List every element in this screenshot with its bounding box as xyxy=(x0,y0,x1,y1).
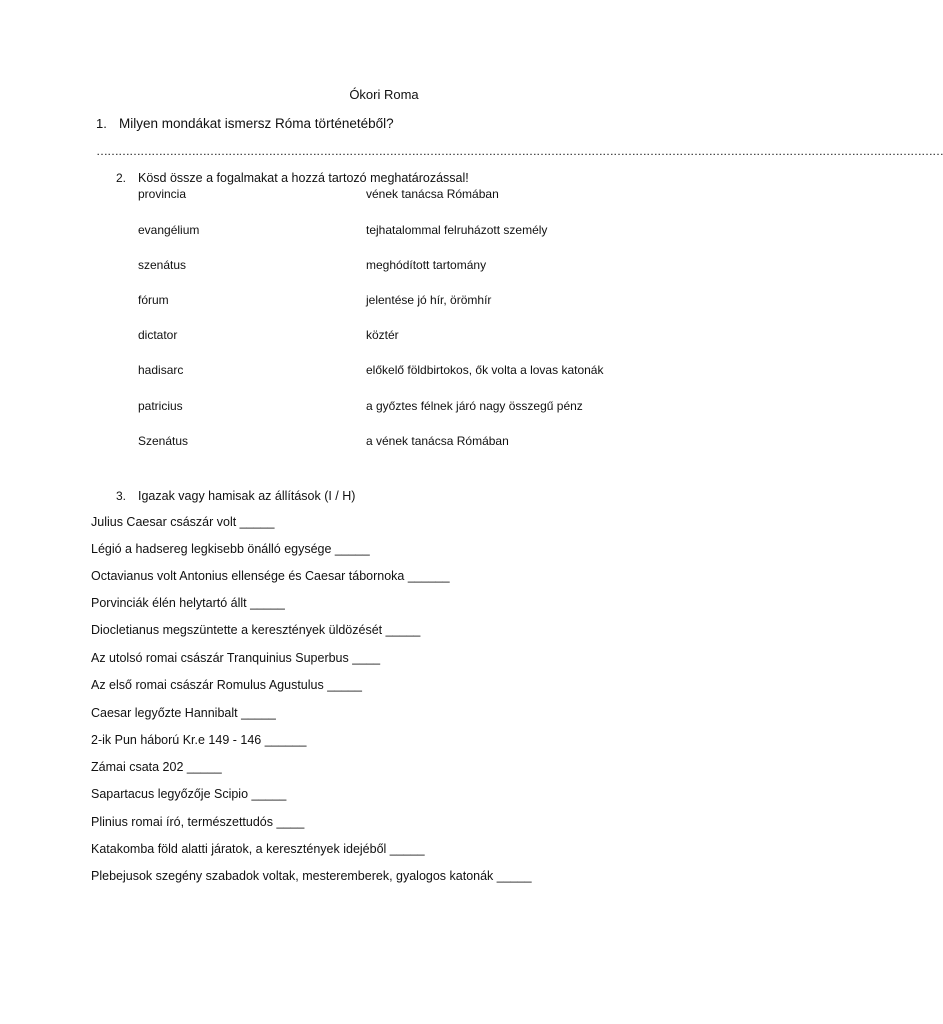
definition-item: tejhatalommal felruházott személy xyxy=(366,223,548,237)
statement-item: Az első romai császár Romulus Agustulus _____ xyxy=(91,678,362,692)
term-item: hadisarc xyxy=(138,363,184,377)
term-item: szenátus xyxy=(138,258,187,272)
question-3-text: Igazak vagy hamisak az állítások (I / H) xyxy=(138,489,356,503)
statement-item: Plebejusok szegény szabadok voltak, mesteremberek, gyalogos katonák _____ xyxy=(91,869,532,883)
statement-item: Diocletianus megszüntette a keresztények üldözését _____ xyxy=(91,623,421,637)
question-3-number: 3. xyxy=(116,489,127,503)
question-2-text: Kösd össze a fogalmakat a hozzá tartozó meghatározással! xyxy=(138,171,469,185)
definition-item: köztér xyxy=(366,328,399,342)
question-1-answer-line: …………………………………………………………………………………………………………………………………………………………………………………………………………… xyxy=(96,144,943,158)
statement-item: Caesar legyőzte Hannibalt _____ xyxy=(91,706,276,720)
statement-item: 2-ik Pun háború Kr.e 149 - 146 ______ xyxy=(91,733,307,747)
definition-item: meghódított tartomány xyxy=(366,258,487,272)
statement-item: Légió a hadsereg legkisebb önálló egysége _____ xyxy=(91,542,370,556)
definition-item: előkelő földbirtokos, ők volta a lovas katonák xyxy=(366,363,604,377)
term-item: patricius xyxy=(138,399,183,413)
question-2-number: 2. xyxy=(116,171,127,185)
term-item: evangélium xyxy=(138,223,200,237)
statement-item: Plinius romai író, természettudós ____ xyxy=(91,815,305,829)
question-1-number: 1. xyxy=(96,116,107,131)
statement-item: Zámai csata 202 _____ xyxy=(91,760,222,774)
term-item: fórum xyxy=(138,293,169,307)
definition-item: vének tanácsa Rómában xyxy=(366,187,499,201)
statement-item: Julius Caesar császár volt _____ xyxy=(91,515,275,529)
definition-item: jelentése jó hír, örömhír xyxy=(366,293,492,307)
term-item: provincia xyxy=(138,187,187,201)
statement-item: Az utolsó romai császár Tranquinius Superbus ____ xyxy=(91,651,381,665)
statement-item: Sapartacus legyőzője Scipio _____ xyxy=(91,787,287,801)
definition-item: a vének tanácsa Rómában xyxy=(366,434,509,448)
page-title: Ókori Roma xyxy=(349,87,419,102)
term-item: dictator xyxy=(138,328,178,342)
term-item: Szenátus xyxy=(138,434,189,448)
question-1-text: Milyen mondákat ismersz Róma történetéből? xyxy=(119,116,394,131)
statement-item: Porvinciák élén helytartó állt _____ xyxy=(91,596,285,610)
definition-item: a győztes félnek járó nagy összegű pénz xyxy=(366,399,583,413)
statement-item: Katakomba föld alatti járatok, a keresztények idejéből _____ xyxy=(91,842,425,856)
statement-item: Octavianus volt Antonius ellensége és Caesar tábornoka ______ xyxy=(91,569,450,583)
